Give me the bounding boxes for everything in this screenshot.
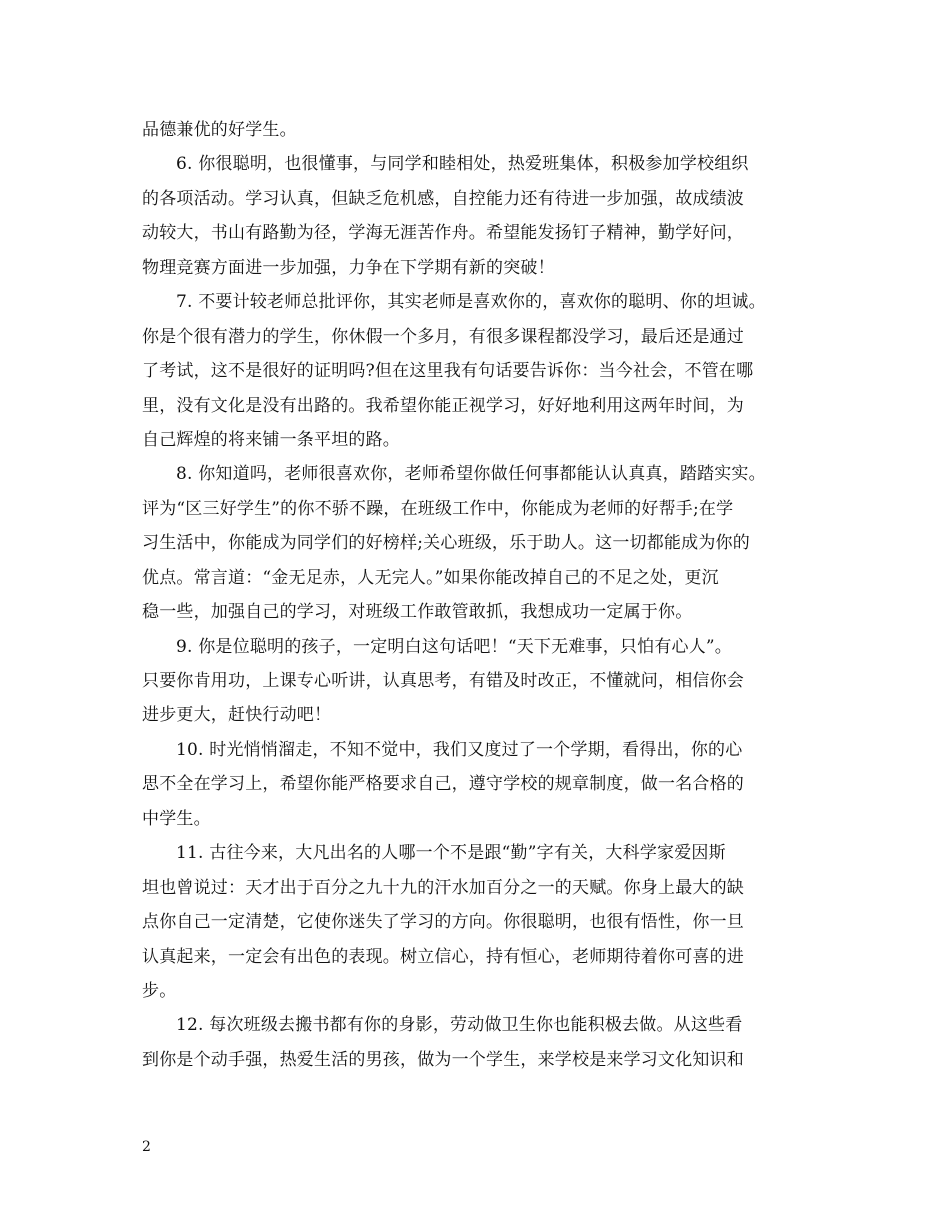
text-line: 稳一些，加强自己的学习，对班级工作敢管敢抓，我想成功一定属于你。 xyxy=(142,602,693,623)
text-line: 6. 你很聪明，也很懂事，与同学和睦相处，热爱班集体，积极参加学校组织 xyxy=(176,154,749,175)
text-line: 9. 你是位聪明的孩子，一定明白这句话吧！“天下无难事，只怕有心人”。 xyxy=(176,636,733,657)
text-line: 评为“区三好学生”的你不骄不躁，在班级工作中，你能成为老师的好帮手;在学 xyxy=(142,498,734,519)
text-line: 中学生。 xyxy=(142,808,211,829)
text-line: 物理竞赛方面进一步加强，力争在下学期有新的突破！ xyxy=(142,257,555,278)
text-line: 点你自己一定清楚，它使你迷失了学习的方向。你很聪明，也很有悟性，你一旦 xyxy=(142,912,744,933)
text-line: 里，没有文化是没有出路的。我希望你能正视学习，好好地利用这两年时间，为 xyxy=(142,395,744,416)
text-line: 步。 xyxy=(142,980,177,1001)
text-line: 了考试，这不是很好的证明吗?但在这里我有句话要告诉你：当今社会，不管在哪 xyxy=(142,361,754,382)
text-line: 你是个很有潜力的学生，你休假一个多月，有很多课程都没学习，最后还是通过 xyxy=(142,326,744,347)
text-line: 思不全在学习上，希望你能严格要求自己，遵守学校的规章制度，做一名合格的 xyxy=(142,774,744,795)
text-line: 只要你肯用功，上课专心听讲，认真思考，有错及时改正，不懂就问，相信你会 xyxy=(142,671,744,691)
page-number: 2 xyxy=(142,1139,151,1155)
text-line: 坦也曾说过：天才出于百分之九十九的汗水加百分之一的天赋。你身上最大的缺 xyxy=(142,877,744,898)
document-body xyxy=(142,113,822,1077)
text-line: 习生活中，你能成为同学们的好榜样;关心班级，乐于助人。这一切都能成为你的 xyxy=(142,533,750,554)
text-line: 自己辉煌的将来铺一条平坦的路。 xyxy=(142,429,400,450)
text-line: 12. 每次班级去搬书都有你的身影，劳动做卫生你也能积极去做。从这些看 xyxy=(176,1015,743,1036)
text-line: 动较大，书山有路勤为径，学海无涯苦作舟。希望能发扬钉子精神，勤学好问， xyxy=(142,223,744,244)
text-line: 10. 时光悄悄溜走，不知不觉中，我们又度过了一个学期，看得出，你的心 xyxy=(176,739,743,760)
text-line: 的各项活动。学习认真，但缺乏危机感，自控能力还有待进一步加强，故成绩波 xyxy=(142,188,744,209)
text-line: 优点。常言道：“金无足赤，人无完人。”如果你能改掉自己的不足之处，更沉 xyxy=(142,567,719,588)
text-line: 8. 你知道吗，老师很喜欢你，老师希望你做任何事都能认认真真，踏踏实实。 xyxy=(176,464,766,485)
text-line: 7. 不要计较老师总批评你，其实老师是喜欢你的，喜欢你的聪明、你的坦诚。 xyxy=(176,292,766,313)
text-line: 11. 古往今来，大凡出名的人哪一个不是跟“勤”字有关，大科学家爱因斯 xyxy=(176,843,726,864)
text-line: 认真起来，一定会有出色的表现。树立信心，持有恒心，老师期待着你可喜的进 xyxy=(142,946,744,967)
text-line: 进步更大，赶快行动吧！ xyxy=(142,705,332,726)
text-line: 到你是个动手强，热爱生活的男孩，做为一个学生，来学校是来学习文化知识和 xyxy=(142,1049,744,1070)
text-line: 品德兼优的好学生。 xyxy=(142,120,297,140)
